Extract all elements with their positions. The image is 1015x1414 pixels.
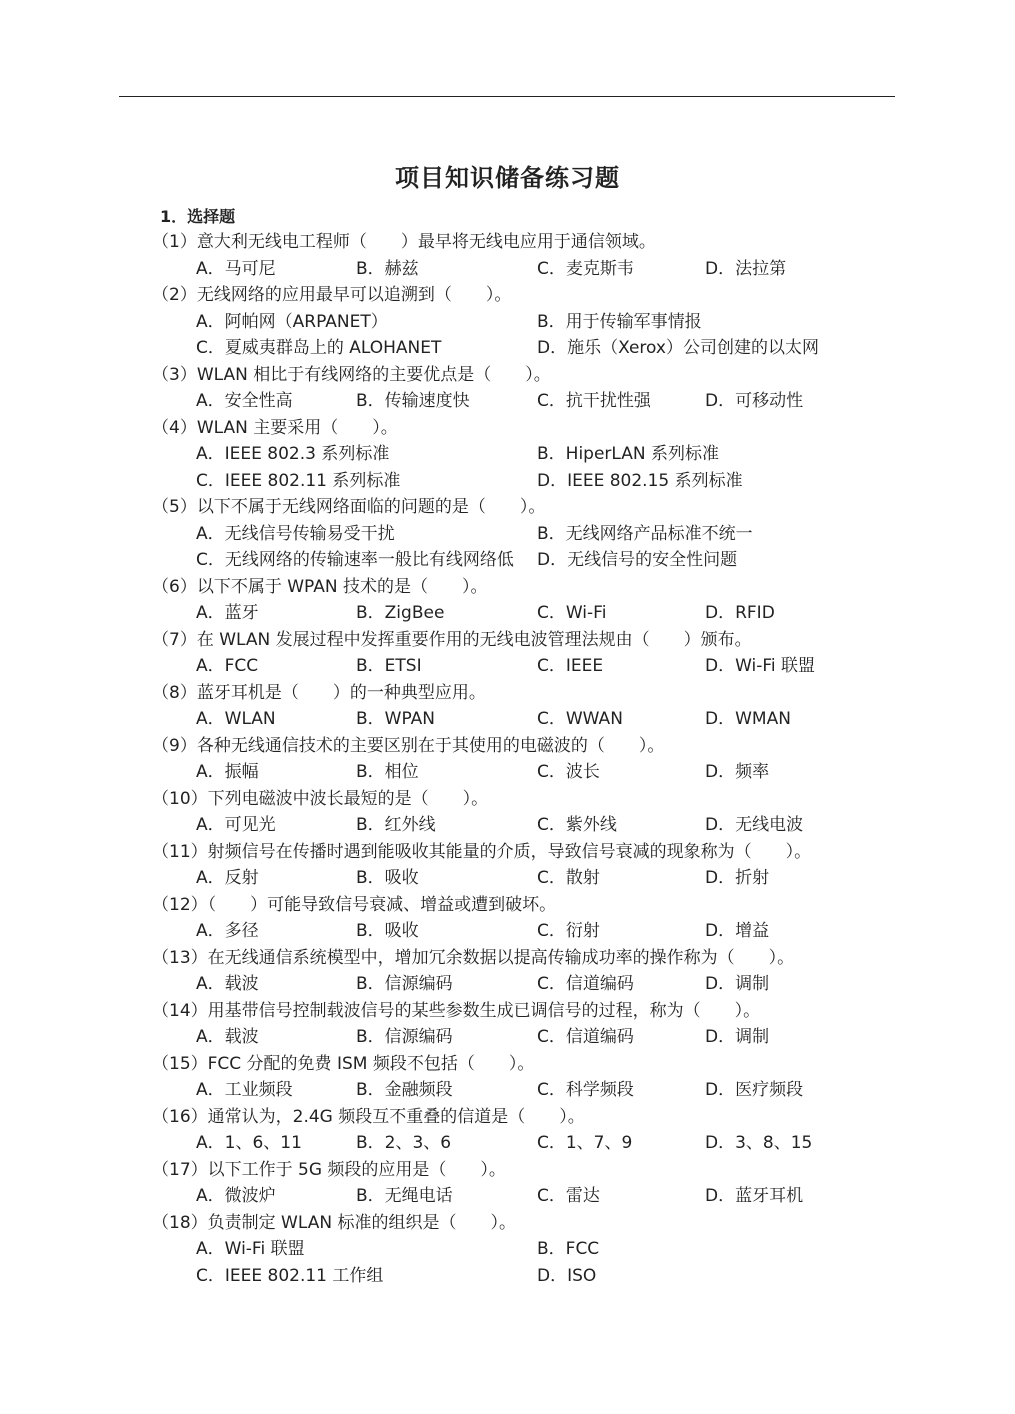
- option-item: A．1、6、11: [196, 1133, 302, 1153]
- option-row: [152, 309, 912, 336]
- option-item: B．HiperLAN 系列标准: [537, 444, 720, 464]
- option-item: D．施乐（Xerox）公司创建的以太网: [537, 338, 819, 358]
- option-item: A．蓝牙: [196, 603, 259, 623]
- option-row: [152, 600, 912, 627]
- option-item: B．吸收: [356, 868, 419, 888]
- option-row: [152, 971, 912, 998]
- question-text: （6）以下不属于 WPAN 技术的是（ ）。: [152, 576, 488, 597]
- option-item: C．夏威夷群岛上的 ALOHANET: [196, 338, 442, 358]
- option-item: B．信源编码: [356, 1027, 453, 1047]
- option-item: D．增益: [705, 921, 770, 941]
- option-item: A．阿帕网（ARPANET）: [196, 311, 388, 332]
- option-item: D．蓝牙耳机: [705, 1186, 804, 1206]
- question-text: （2）无线网络的应用最早可以追溯到（ ）。: [152, 285, 512, 305]
- option-item: C．IEEE 802.11 系列标准: [196, 470, 401, 491]
- option-row: [152, 918, 912, 945]
- option-item: D．可移动性: [705, 391, 804, 411]
- option-item: C．IEEE: [537, 656, 604, 676]
- question-text: （13）在无线通信系统模型中，增加冗余数据以提高传输成功率的操作称为（ ）。: [152, 947, 795, 968]
- option-item: B．FCC: [537, 1239, 600, 1259]
- question-text: （16）通常认为，2.4G 频段互不重叠的信道是（ ）。: [152, 1106, 585, 1127]
- option-row: [152, 441, 912, 468]
- option-item: B．2、3、6: [356, 1133, 452, 1153]
- option-item: A．马可尼: [196, 258, 276, 279]
- option-row: [152, 521, 912, 548]
- question-text: （15）FCC 分配的免费 ISM 频段不包括（ ）。: [152, 1053, 535, 1074]
- option-item: D．WMAN: [705, 709, 791, 729]
- option-item: B．金融频段: [356, 1080, 453, 1100]
- question-text: （10）下列电磁波中波长最短的是（ ）。: [152, 788, 489, 809]
- option-item: D．无线信号的安全性问题: [537, 550, 738, 570]
- option-item: A．无线信号传输易受干扰: [196, 523, 395, 544]
- option-item: A．载波: [196, 1027, 259, 1047]
- option-row: [152, 812, 912, 839]
- option-item: A．振幅: [196, 762, 259, 782]
- option-row: [152, 1183, 912, 1210]
- option-row: [152, 468, 912, 495]
- option-item: C．雷达: [537, 1186, 600, 1206]
- option-row: [152, 706, 912, 733]
- option-row: [152, 256, 912, 283]
- option-row: [152, 1236, 912, 1263]
- option-item: B．传输速度快: [356, 391, 470, 411]
- option-item: D．频率: [705, 762, 770, 782]
- question-list: [152, 229, 912, 1289]
- option-item: C．麦克斯韦: [537, 258, 634, 279]
- question-text: （4）WLAN 主要采用（ ）。: [152, 417, 398, 438]
- option-item: D．法拉第: [705, 258, 787, 279]
- question-text: （9）各种无线通信技术的主要区别在于其使用的电磁波的（ ）。: [152, 735, 665, 756]
- page-title: 项目知识储备练习题: [395, 164, 620, 192]
- question-text: （8）蓝牙耳机是（ ）的一种典型应用。: [152, 682, 486, 703]
- option-item: C．散射: [537, 868, 600, 888]
- option-item: C．波长: [537, 762, 600, 782]
- option-row: [152, 335, 912, 362]
- option-item: B．ETSI: [356, 656, 422, 676]
- option-item: C．科学频段: [537, 1080, 634, 1100]
- question-text: （17）以下工作于 5G 频段的应用是（ ）。: [152, 1159, 506, 1180]
- option-item: D．Wi-Fi 联盟: [705, 656, 816, 676]
- option-item: D．ISO: [537, 1265, 597, 1286]
- option-item: A．多径: [196, 921, 259, 941]
- option-item: B．无线网络产品标准不统一: [537, 523, 753, 544]
- option-row: [152, 1263, 912, 1290]
- option-item: A．Wi-Fi 联盟: [196, 1239, 305, 1259]
- option-item: C．无线网络的传输速率一般比有线网络低: [196, 550, 514, 570]
- option-item: C．信道编码: [537, 974, 634, 994]
- option-item: D．折射: [705, 868, 770, 888]
- option-item: C．WWAN: [537, 709, 623, 729]
- option-item: A．载波: [196, 974, 259, 994]
- option-item: A．反射: [196, 868, 259, 888]
- option-item: A．WLAN: [196, 709, 276, 729]
- option-row: [152, 1130, 912, 1157]
- option-item: D．无线电波: [705, 815, 804, 835]
- option-item: B．赫兹: [356, 258, 419, 279]
- option-item: A．IEEE 802.3 系列标准: [196, 444, 390, 464]
- option-item: B．相位: [356, 762, 419, 782]
- option-row: [152, 1077, 912, 1104]
- option-item: B．用于传输军事情报: [537, 311, 702, 332]
- option-row: [152, 388, 912, 415]
- option-item: B．信源编码: [356, 974, 453, 994]
- option-row: [152, 759, 912, 786]
- option-item: C．IEEE 802.11 工作组: [196, 1265, 384, 1286]
- option-item: A．工业频段: [196, 1080, 293, 1100]
- question-text: （11）射频信号在传播时遇到能吸收其能量的介质，导致信号衰减的现象称为（ ）。: [152, 841, 812, 862]
- option-item: D．医疗频段: [705, 1080, 804, 1100]
- question-text: （18）负责制定 WLAN 标准的组织是（ ）。: [152, 1212, 516, 1233]
- option-item: C．抗干扰性强: [537, 391, 651, 411]
- option-row: [152, 865, 912, 892]
- option-item: B．红外线: [356, 815, 436, 835]
- question-text: （3）WLAN 相比于有线网络的主要优点是（ ）。: [152, 364, 551, 385]
- option-row: [152, 547, 912, 574]
- option-item: D．RFID: [705, 603, 775, 623]
- question-text: （12）（ ）可能导致信号衰减、增益或遭到破坏。: [152, 894, 557, 915]
- option-item: D．调制: [705, 1027, 770, 1047]
- option-item: A．安全性高: [196, 391, 293, 411]
- option-item: D．调制: [705, 974, 770, 994]
- option-item: C．信道编码: [537, 1027, 634, 1047]
- question-text: （1）意大利无线电工程师（ ）最早将无线电应用于通信领域。: [152, 232, 656, 252]
- option-item: C．紫外线: [537, 815, 617, 835]
- option-item: D．IEEE 802.15 系列标准: [537, 470, 743, 491]
- option-item: B．无绳电话: [356, 1186, 453, 1206]
- option-item: C．衍射: [537, 921, 600, 941]
- option-item: B．ZigBee: [356, 603, 445, 623]
- option-item: B．吸收: [356, 921, 419, 941]
- question-text: （5）以下不属于无线网络面临的问题的是（ ）。: [152, 497, 546, 517]
- header-rule: [119, 96, 895, 97]
- option-item: D．3、8、15: [705, 1133, 813, 1153]
- option-item: C．Wi-Fi: [537, 603, 607, 623]
- option-item: B．WPAN: [356, 709, 435, 729]
- option-row: [152, 653, 912, 680]
- question-text: （7）在 WLAN 发展过程中发挥重要作用的无线电波管理法规由（ ）颁布。: [152, 629, 752, 650]
- option-row: [152, 1024, 912, 1051]
- question-text: （14）用基带信号控制载波信号的某些参数生成已调信号的过程，称为（ ）。: [152, 1000, 761, 1021]
- option-item: A．微波炉: [196, 1186, 276, 1206]
- section-heading: 1．选择题: [160, 207, 236, 226]
- option-item: C．1、7、9: [537, 1133, 633, 1153]
- option-item: A．可见光: [196, 815, 276, 835]
- option-item: A．FCC: [196, 656, 259, 676]
